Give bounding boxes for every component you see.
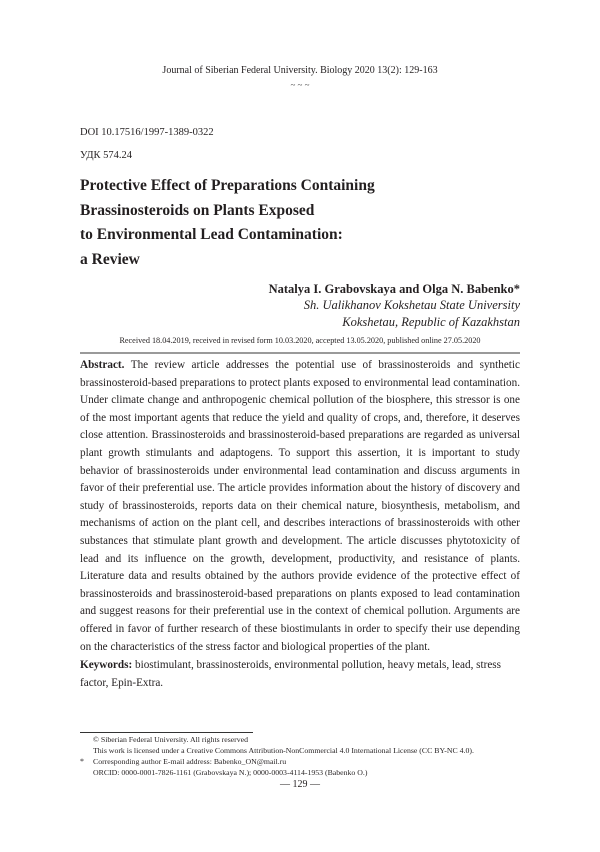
footnote-star: * [80, 757, 84, 766]
article-title [80, 174, 520, 272]
doi: DOI 10.17516/1997-1389-0322 [80, 127, 214, 138]
title-line: Protective Effect of Preparations Containing [80, 177, 375, 194]
abstract-text: The review article addresses the potential use of brassinosteroids and synthetic brassinosteroid-based preparations to protect plants exposed to environmental lead contamination. Under climate change and anthropogenic chemical pollution of the biosphere, this stressor is one of the most important agents that reduce the yield and quality of crops, and, therefore, it deserves close attention. Brassinosteroids and brassinosteroid-based preparations are regarded as universal plant growth stimulants and adaptogens. To support this assertion, it is important to study behavior of brassinosteroids under environmental lead contamination and discuss arguments in favor of their preferential use. The article provides information about the history of discovery and study of brassinosteroids, reports data on their chemical nature, biosynthesis, metabolism, and mechanisms of action on the plant cell, and describes interactions of brassinosteroids with other substances that stimulate plant growth and development. The article discusses phytotoxicity of lead and its influence on the growth, development, productivity, and resistance of plants. Literature data and results obtained by the authors provide evidence of the protective effect of brassinosteroids and brassinosteroid-based preparations on plants exposed to lead contamination and suggest reasons for their preferential use in the context of chemical pollution. Arguments are offered in favor of further research of these biostimulants in order to specify their use depending on the characteristics of the stress factor and biological properties of the plant. [80, 359, 520, 653]
abstract [80, 357, 520, 656]
keywords [80, 657, 520, 692]
license-notice: This work is licensed under a Creative Commons Attribution-NonCommercial 4.0 International License (CC BY-NC 4.0). [93, 746, 474, 755]
title-line: a Review [80, 250, 140, 268]
title-line: to Environmental Lead Contamination: [80, 226, 343, 243]
keywords-label: Keywords: [80, 659, 133, 671]
copyright-notice: © Siberian Federal University. All rights reserved [93, 735, 249, 744]
journal-header: Journal of Siberian Federal University. Biology 2020 13(2): 129-163 [162, 65, 438, 76]
affiliation-location: Kokshetau, Republic of Kazakhstan [342, 315, 520, 329]
corresponding-author: Corresponding author E-mail address: Babenko_ON@mail.ru [93, 757, 287, 766]
udk-code: УДК 574.24 [80, 150, 133, 161]
authors: Natalya I. Grabovskaya and Olga N. Babenko* [268, 282, 520, 296]
footnote-divider [80, 732, 253, 733]
header-separator: ~ ~ ~ [290, 80, 310, 90]
received-dates: Received 18.04.2019, received in revised form 10.03.2020, accepted 13.05.2020, published online 27.05.2020 [119, 336, 481, 345]
divider [80, 352, 520, 354]
keywords-text: biostimulant, brassinosteroids, environmental pollution, heavy metals, lead, stress factor, Epin-Extra. [80, 659, 502, 689]
orcid: ORCID: 0000-0001-7826-1161 (Grabovskaya N.); 0000-0003-4114-1953 (Babenko O.) [93, 768, 368, 777]
abstract-label: Abstract. [80, 359, 125, 371]
affiliation-university: Sh. Ualikhanov Kokshetau State University [303, 298, 520, 312]
title-line: Brassinosteroids on Plants Exposed [80, 201, 315, 219]
page-number: — 129 — [280, 779, 320, 790]
